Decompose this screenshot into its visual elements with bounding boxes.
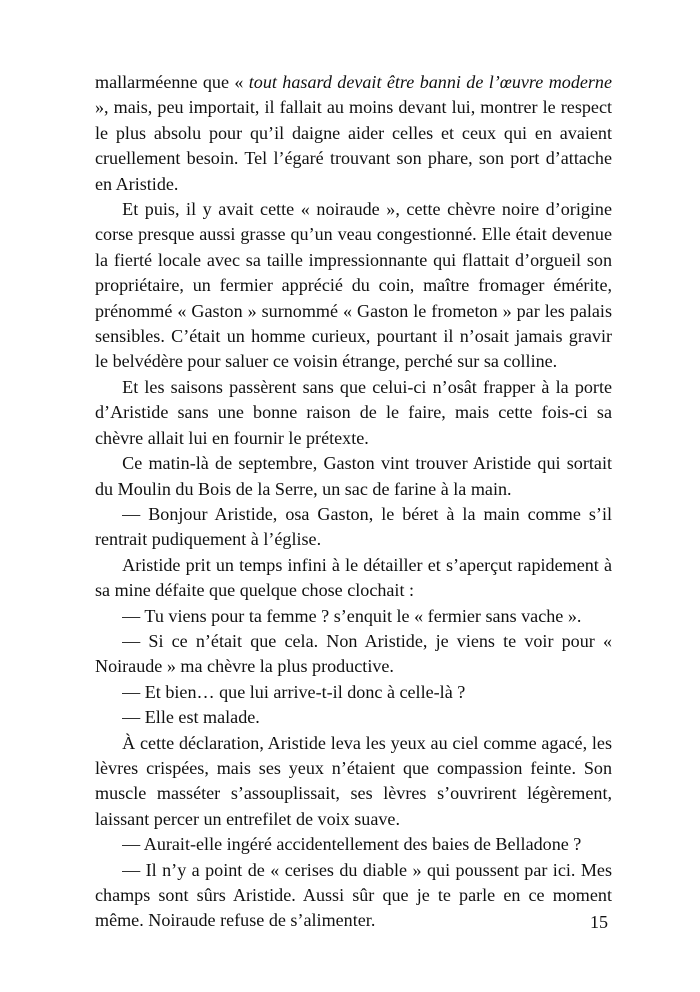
paragraph-6: À cette déclaration, Aristide leva les yeux au ciel comme agacé, les lèvres crispées, mais ses yeux n’étaient que compassion feinte. Son muscle masséter s’assouplissait, ses lèvres s’ouvrirent légèrement, laissant percer un entrefilet de voix suave. [95,732,612,829]
paragraph-5: Aristide prit un temps infini à le détailler et s’aperçut rapidement à sa mine défaite que quelque chose clochait : [95,554,612,601]
quote-mallarme: tout hasard devait être banni de l’œuvre moderne [248,72,613,92]
dialogue-line-7: — Il n’y a point de « cerises du diable » qui poussent par ici. Mes champs sont sûrs Aristide. Aussi sûr que je te parle en ce moment même. Noiraude refuse de s’alimenter. [95,859,612,931]
paragraph-1-before: mallarméenne que « [95,72,249,92]
dialogue-line-5: — Elle est malade. [122,707,260,728]
paragraph-2: Et puis, il y avait cette « noiraude », cette chèvre noire d’origine corse presque aussi grasse qu’un veau congestionné. Elle était devenue la fierté locale avec sa taille impressionnante qui flattait d’orgueil son propriétaire, un fermier apprécié du coin, maître fromager émérite, prénommé « Gaston » surnommé « Gaston le frometon » par les palais sensibles. C’était un homme curieux, pourtant il n’osait jamais gravir le belvédère pour saluer ce voisin étrange, perché sur sa colline. [95,199,612,372]
paragraph-4: Ce matin-là de septembre, Gaston vint trouver Aristide qui sortait du Moulin du Bois de la Serre, un sac de farine à la main. [95,453,612,499]
dialogue-line-1: — Bonjour Aristide, osa Gaston, le béret à la main comme s’il rentrait pudiquement à l’église. [95,503,612,550]
dialogue-line-2: — Tu viens pour ta femme ? s’enquit le « fermier sans vache ». [122,605,582,626]
page-number: 15 [590,912,608,932]
body-text [95,70,612,934]
dialogue-line-6: — Aurait-elle ingéré accidentellement des baies de Belladone ? [122,834,582,855]
dialogue-line-4: — Et bien… que lui arrive-t-il donc à celle-là ? [122,681,466,702]
dialogue-line-3: — Si ce n’était que cela. Non Aristide, je viens te voir pour « Noiraude » ma chèvre la plus productive. [95,630,612,677]
paragraph-1-after: », mais, peu importait, il fallait au moins devant lui, montrer le respect le plus absolu pour qu’il daigne aider celles et ceux qui en avaient cruellement besoin. Tel l’égaré trouvant son phare, son port d’attache en Aristide. [95,97,612,194]
paragraph-1 [95,70,612,197]
paragraph-3: Et les saisons passèrent sans que celui-ci n’osât frapper à la porte d’Aristide sans une bonne raison de le faire, mais cette fois-ci sa chèvre allait lui en fournir le prétexte. [95,376,612,448]
